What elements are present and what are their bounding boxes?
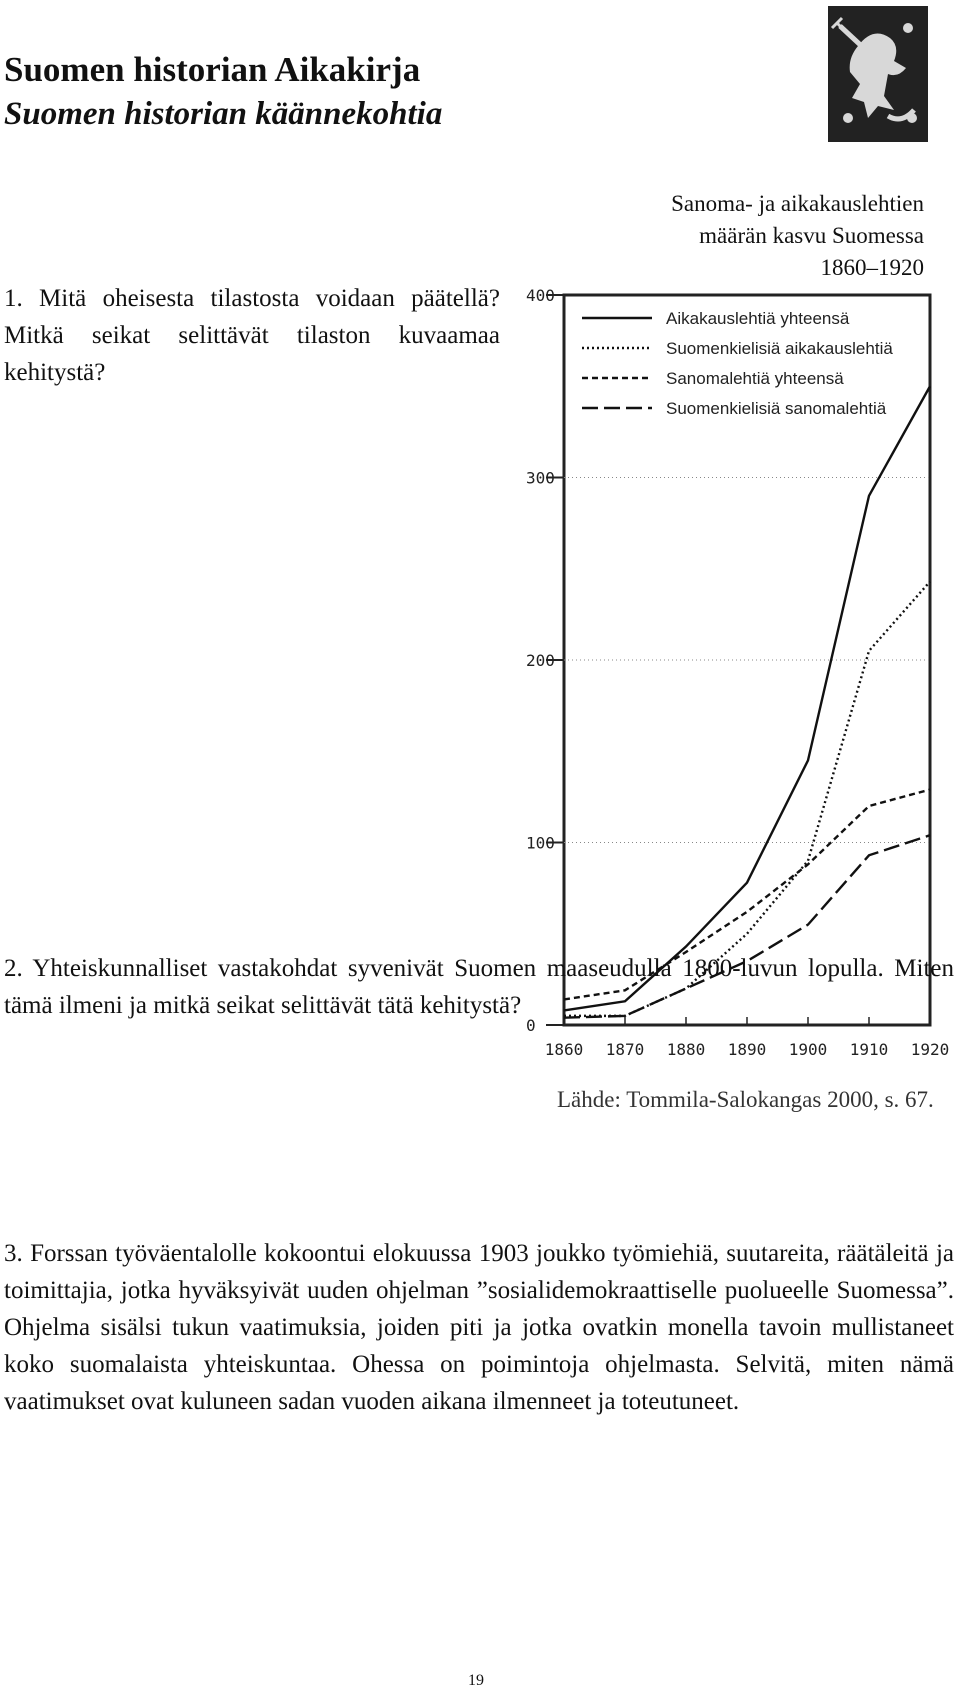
x-tick-label: 1880 [666,1040,706,1059]
legend-label: Aikakauslehtiä yhteensä [666,309,850,328]
x-tick-label: 1910 [849,1040,889,1059]
legend-label: Suomenkielisiä sanomalehtiä [666,399,887,418]
x-tick-label: 1860 [544,1040,584,1059]
coat-of-arms-emblem [828,6,928,142]
x-tick-label: 1900 [788,1040,828,1059]
chart-title-line: Sanoma- ja aikakauslehtien [671,191,924,216]
series-line [564,386,930,1010]
legend-label: Suomenkielisiä aikakauslehtiä [666,339,893,358]
y-tick-label: 300 [526,468,555,488]
y-tick-label: 200 [526,651,555,670]
x-tick-label: 1920 [910,1040,950,1059]
page-title: Suomen historian Aikakirja [4,50,421,89]
question-1: 1. Mitä oheisesta tilastosta voidaan päätellä? Mitkä seikat selittävät tilaston kuvaamaa kehitystä? [4,285,500,386]
y-tick-label: 400 [526,286,555,305]
x-tick-label: 1890 [727,1040,767,1059]
question-3: 3. Forssan työväentalolle kokoontui elokuussa 1903 joukko työmiehiä, suutareita, räätäleitä ja toimittajia, jotka hyväksyivät uuden ohjelman ”sosialidemokraattiselle puolueelle Suomessa”. Ohjelma sisälsi tukun vaatimuksia, joiden piti ja jotka ovatkin monella tavoin mullistaneet koko suomalaista yhteiskuntaa. Ohessa on poimintoja ohjelmasta. Selvitä, miten nämä vaatimukset ovat kuluneen sadan vuoden aikana ilmenneet ja toteutuneet. [4,1240,954,1415]
legend-label: Sanomalehtiä yhteensä [666,369,844,388]
chart-title-line: 1860–1920 [820,255,924,280]
page-number: 19 [468,1672,484,1689]
chart-title-line: määrän kasvu Suomessa [699,223,924,248]
y-tick-label: 100 [526,833,555,853]
chart-source: Lähde: Tommila-Salokangas 2000, s. 67. [557,1087,934,1112]
x-tick-label: 1870 [605,1040,645,1059]
y-tick-label: 0 [526,1016,536,1035]
question-2: 2. Yhteiskunnalliset vastakohdat syvenivät Suomen maaseudulla 1800-luvun lopulla. Miten tämä ilmeni ja mitkä seikat selittävät tätä kehitystä? [4,955,954,1019]
page-subtitle: Suomen historian käännekohtia [4,96,443,132]
